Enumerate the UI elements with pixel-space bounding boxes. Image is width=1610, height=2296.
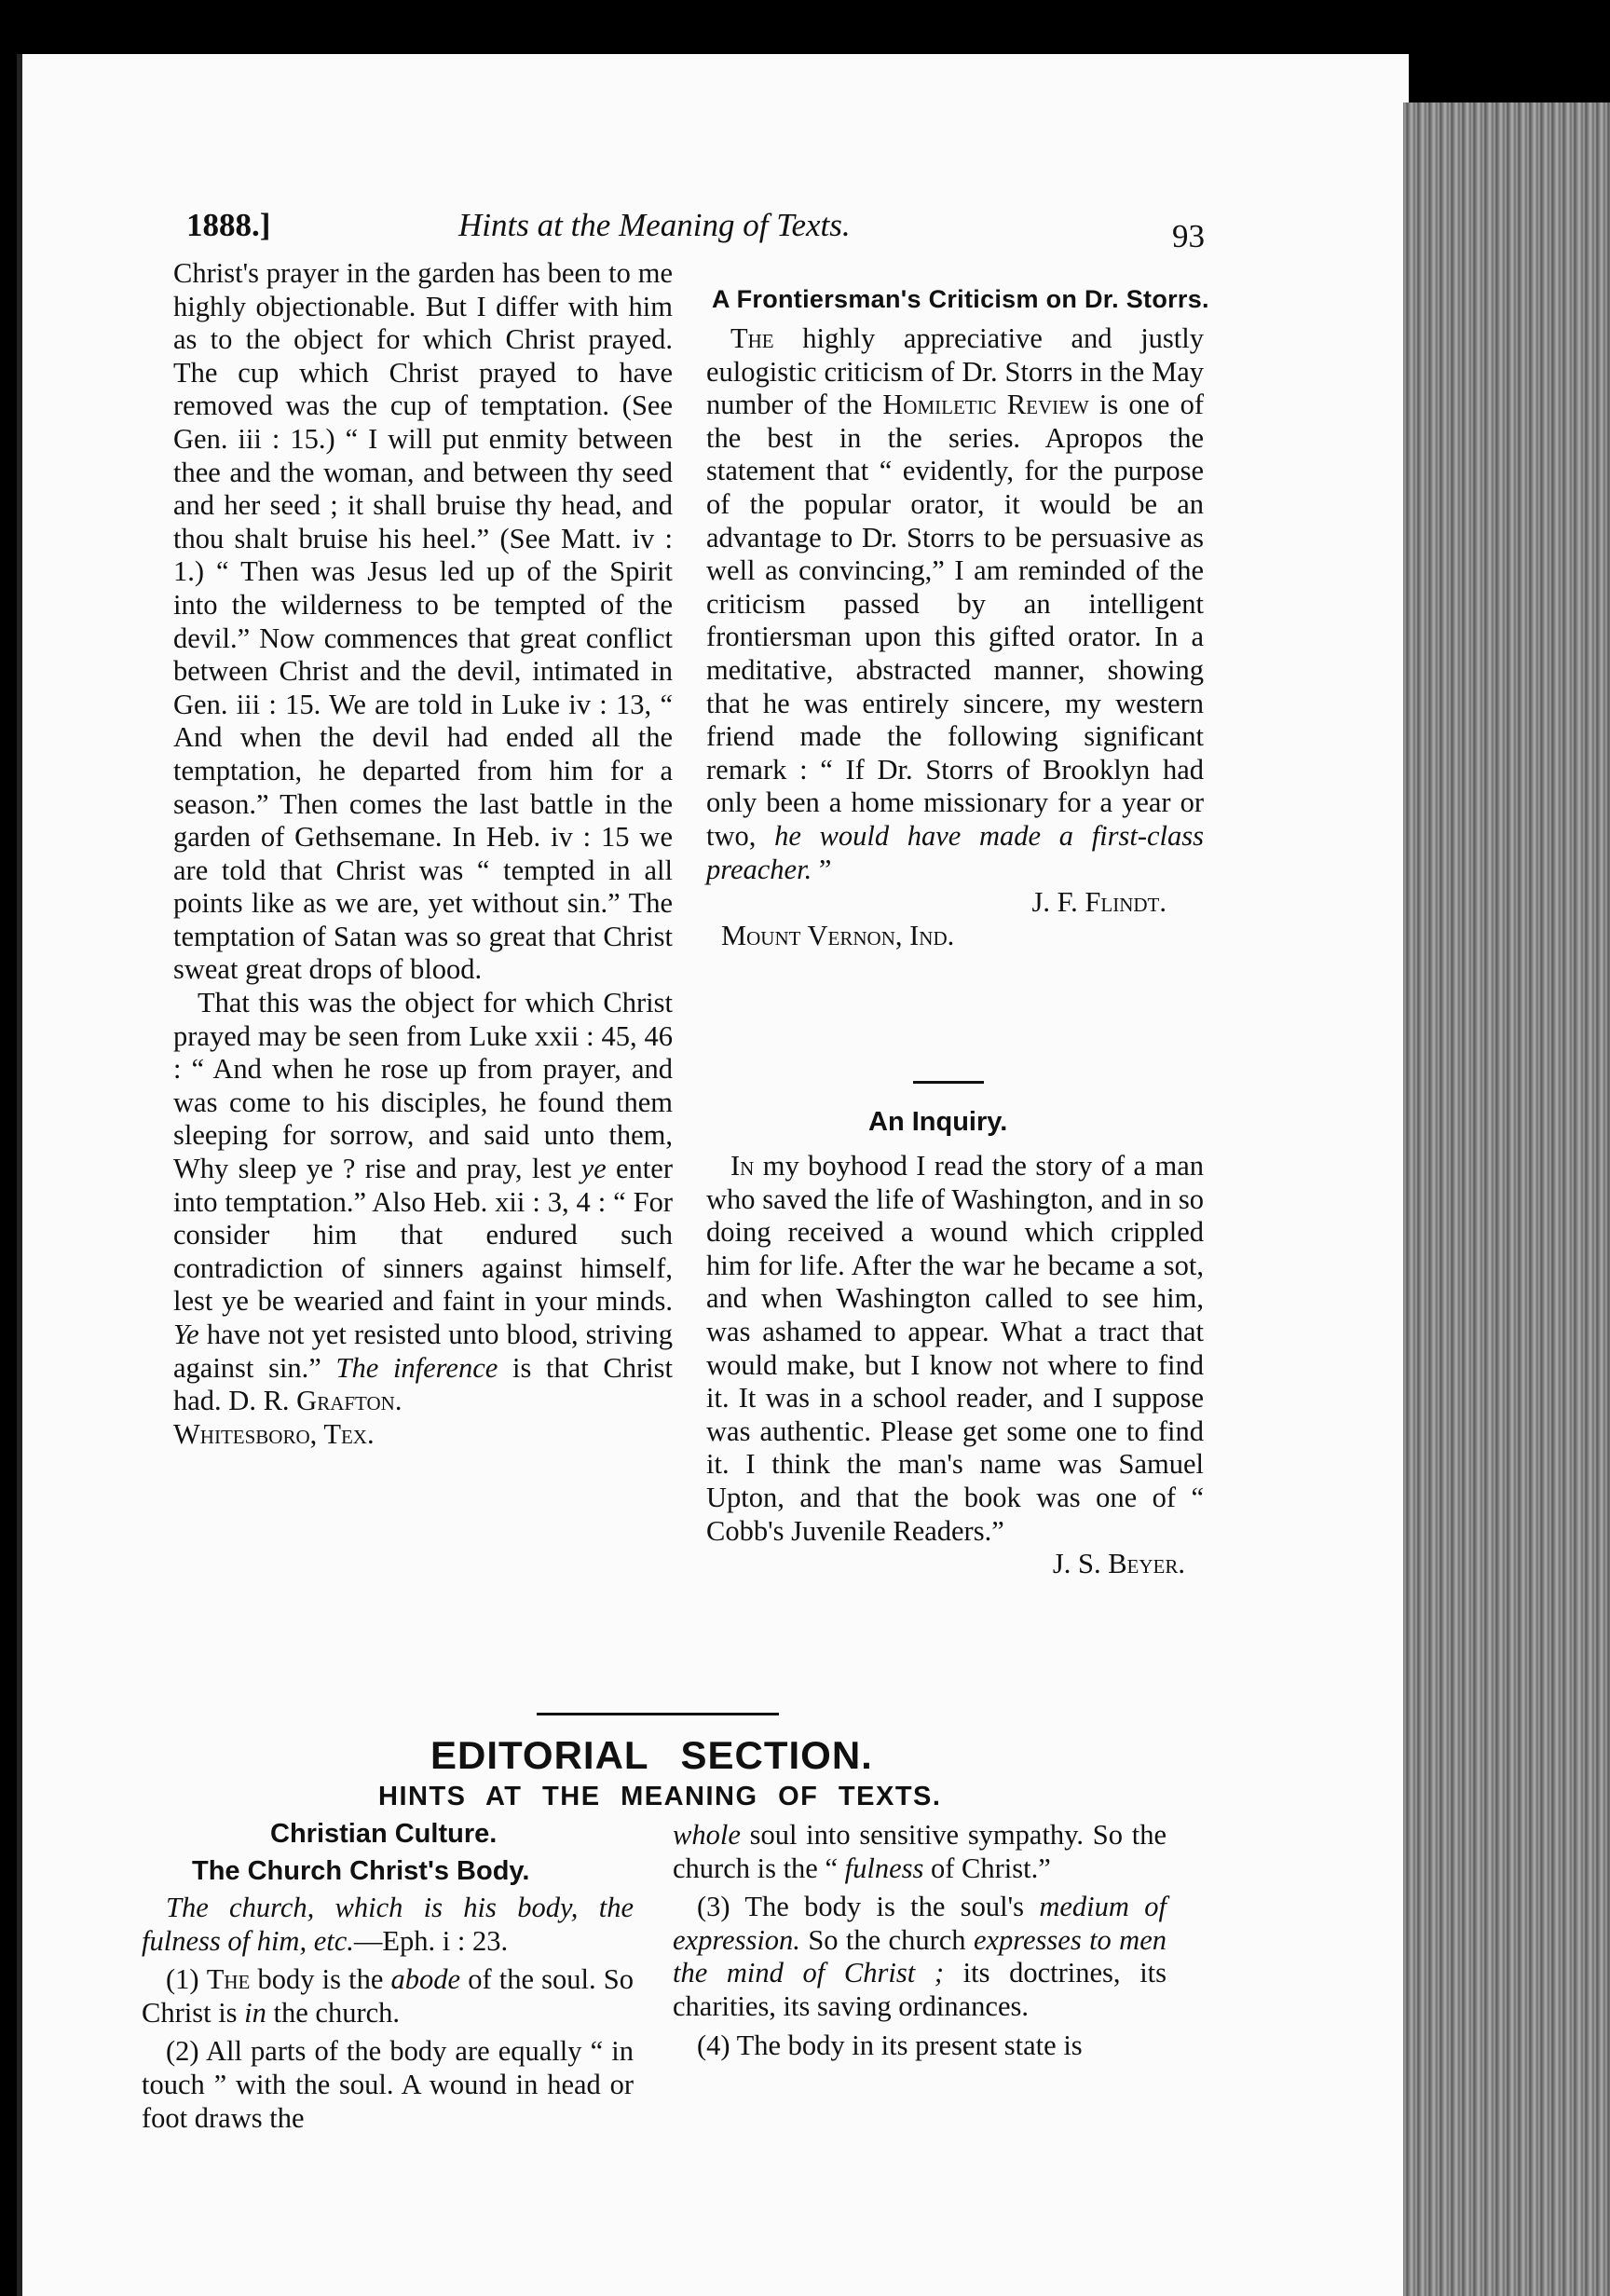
article-heading-inquiry: An Inquiry. <box>868 1107 1008 1137</box>
inquiry-paragraph: In my boyhood I read the story of a man who saved the life of Washington, and in so doing received a wound which crippled him for life. After the war he became a sot, and when Washington called to see him, was ashamed to appear. What a tract that would make, but I know not where to find it. It was in a school reader, and I suppose was authentic. Please get some one to find it. I think the man's name was Samuel Upton, and that the book was one of “ Cobb's Juvenile Readers.” <box>706 1150 1204 1547</box>
left-place: Whitesboro, Tex. <box>173 1417 375 1450</box>
editorial-left-column <box>142 1892 634 2140</box>
sermon-title: The Church Christ's Body. <box>192 1856 530 1886</box>
page-edges <box>1403 102 1610 2296</box>
article-frontiersman <box>706 322 1204 952</box>
point-4: (4) The body in its present state is <box>697 2029 1083 2061</box>
running-head-title: Hints at the Meaning of Texts. <box>458 207 851 243</box>
frontiersman-signature: J. F. Flindt. <box>1031 886 1167 919</box>
inquiry-signature: J. S. Beyer. <box>1052 1548 1185 1580</box>
page-number: 93 <box>1172 218 1205 254</box>
point-1: (1) The body is the abode of the soul. So Christ is in the church. <box>142 1963 634 2029</box>
left-paragraph-1: Christ's prayer in the garden has been to me highly objectionable. But I differ with him as to the object for which Christ prayed. The cup which Christ prayed to have removed was the cup of temptation. (See Gen. iii : 15.) “ I will put enmity between thee and the woman, and between thy seed and her seed ; it shall bruise thy head, and thou shalt bruise his heel.” (See Matt. iv : 1.) “ Then was Jesus led up of the Spirit into the wilderness to be tempted of the devil.” Now commences that great conflict between Christ and the devil, intimated in Gen. iii : 15. We are told in Luke iv : 13, “ And when the devil had ended all the temptation, he departed from him for a season.” Then comes the last battle in the garden of Gethsemane. In Heb. iv : 15 we are told that Christ was “ tempted in all points like as we are, yet without sin.” The temptation of Satan was so great that Christ sweat great drops of blood. <box>173 257 673 986</box>
point-3: (3) The body is the soul's medium of expression. So the church expresses to men the mind of Christ ; its doctrines, its charities, its saving ordinances. <box>673 1891 1167 2022</box>
article-heading-frontiersman: A Frontiersman's Criticism on Dr. Storrs. <box>712 285 1209 313</box>
point-2-continued: whole soul into sensitive sympathy. So the church is the “ fulness of Christ.” <box>673 1819 1167 1884</box>
article-inquiry <box>706 1150 1204 1581</box>
category-heading: Christian Culture. <box>270 1819 498 1849</box>
editorial-right-column <box>673 1819 1167 2068</box>
editorial-divider <box>537 1713 779 1715</box>
left-column <box>173 257 673 1451</box>
point-2: (2) All parts of the body are equally “ in touch ” with the soul. A wound in head or foot draws the <box>142 2035 634 2134</box>
sermon-text: The church, which is his body, the fulness of him, etc.—Eph. i : 23. <box>142 1892 634 1957</box>
section-divider <box>913 1081 984 1084</box>
frontiersman-place: Mount Vernon, Ind. <box>721 919 955 951</box>
editorial-subtitle: HINTS AT THE MEANING OF TEXTS. <box>378 1782 942 1811</box>
running-head-year: 1888.] <box>186 207 271 243</box>
editorial-section-title: EDITORIAL SECTION. <box>430 1733 873 1777</box>
frontiersman-paragraph: The highly appreciative and justly eulogistic criticism of Dr. Storrs in the May number of the Homiletic Review is one of the best in the series. Apropos the statement that “ evidently, for the purpose of the popular orator, it would be an advantage to Dr. Storrs to be persuasive as well as convincing,” I am reminded of the criticism passed by an intelligent frontiersman upon this gifted orator. In a meditative, abstracted manner, showing that he was entirely sincere, my western friend made the following significant remark : “ If Dr. Storrs of Brooklyn had only been a home missionary for a year or two, he would have made a first-class preacher. ” <box>706 322 1205 885</box>
left-signature: D. R. Grafton. <box>228 1385 402 1417</box>
left-paragraph-2: That this was the object for which Christ prayed may be seen from Luke xxii : 45, 46 : “ And when he rose up from prayer, and was come to his disciples, he found them sleeping for sorrow, and said unto them, Why sleep ye ? rise and pray, lest ye enter into temptation.” Also Heb. xii : 3, 4 : “ For consider him that endured such contradiction of sinners against himself, lest ye be wearied and faint in your minds. Ye have not yet resisted unto blood, striving against sin.” The inference is that Christ had. D. R. Grafton. <box>173 987 673 1417</box>
